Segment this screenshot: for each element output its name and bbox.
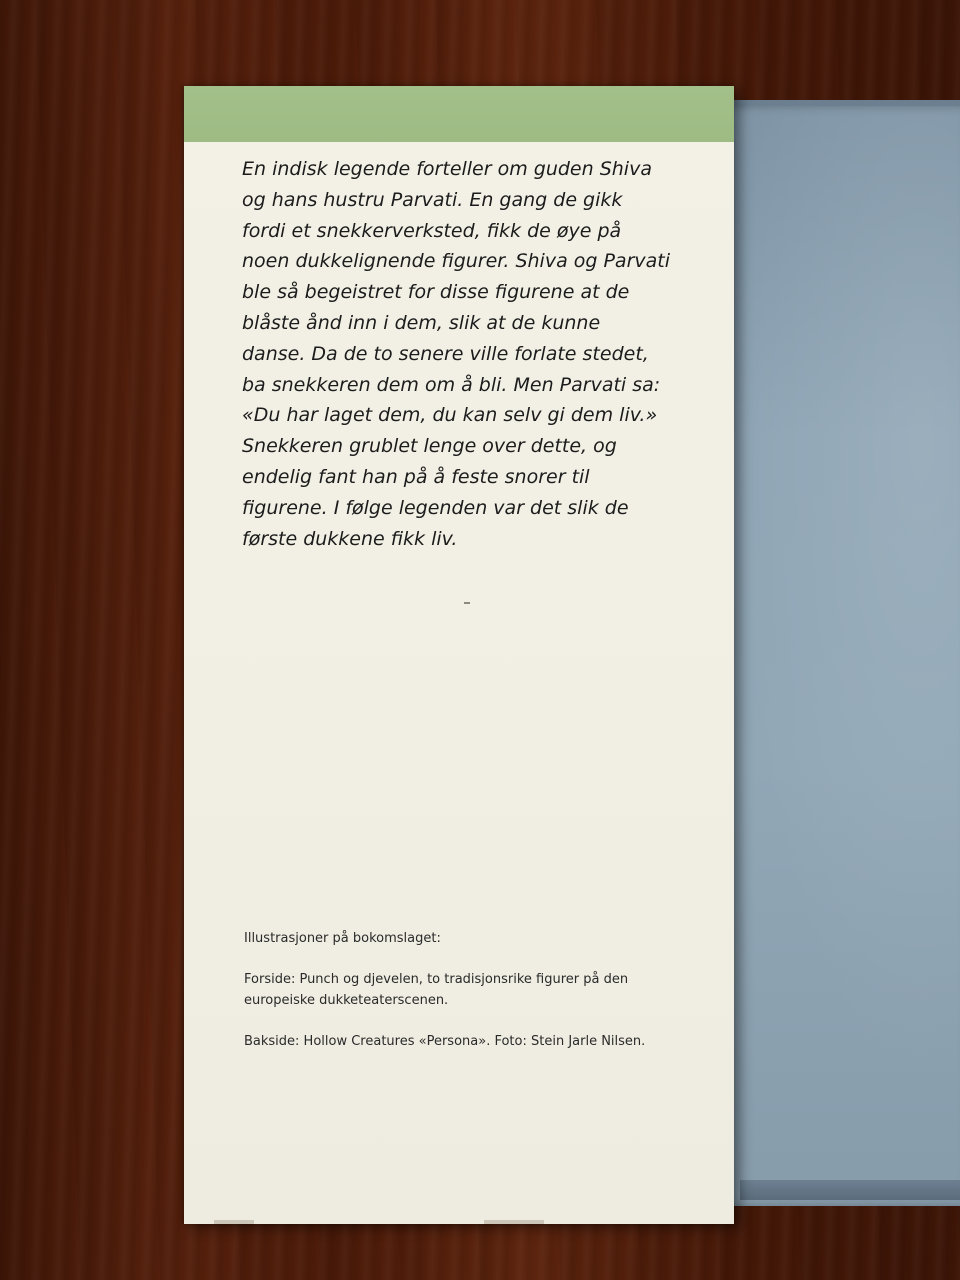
book-cover: [700, 100, 960, 1206]
legend-line: endelig fant han på å feste snorer til: [242, 465, 590, 488]
front-cover-credit: [244, 969, 714, 1011]
illustration-credits: [244, 928, 714, 1052]
legend-line: ba snekkeren dem om å bli. Men Parvati sa:: [242, 373, 661, 396]
legend-line: Snekkeren grublet lenge over dette, og: [242, 435, 617, 458]
green-band: [184, 86, 734, 142]
legend-line: «Du har laget dem, du kan selv gi dem liv.»: [242, 404, 658, 427]
dust-jacket-flap: [184, 86, 734, 1224]
worn-edge: [484, 1220, 544, 1224]
front-credit-line: Forside: Punch og djevelen, to tradisjonsrike figurer på den: [244, 972, 629, 987]
legend-line: ble så begeistret for disse figurene at de: [242, 281, 630, 304]
legend-line: En indisk legende forteller om guden Shiva: [242, 158, 652, 180]
book-bottom-edge: [740, 1180, 960, 1200]
print-mark: [464, 602, 470, 604]
credits-heading: Illustrasjoner på bokomslaget:: [244, 931, 441, 946]
front-credit-line: europeiske dukketeaterscenen.: [244, 993, 449, 1008]
legend-line: figurene. I følge legenden var det slik de: [242, 496, 629, 519]
legend-line: danse. Da de to senere ville forlate stedet,: [242, 342, 649, 365]
legend-line: noen dukkelignende figurer. Shiva og Parvati: [242, 250, 671, 273]
legend-line: fordi et snekkerverksted, fikk de øye på: [242, 219, 622, 242]
back-cover-credit: Bakside: Hollow Creatures «Persona». Foto: Stein Jarle Nilsen.: [244, 1034, 646, 1049]
legend-line: blåste ånd inn i dem, slik at de kunne: [242, 311, 601, 334]
legend-text: [242, 154, 722, 554]
legend-line: første dukkene fikk liv.: [242, 527, 458, 550]
legend-line: og hans hustru Parvati. En gang de gikk: [242, 188, 623, 211]
worn-edge: [214, 1220, 254, 1224]
